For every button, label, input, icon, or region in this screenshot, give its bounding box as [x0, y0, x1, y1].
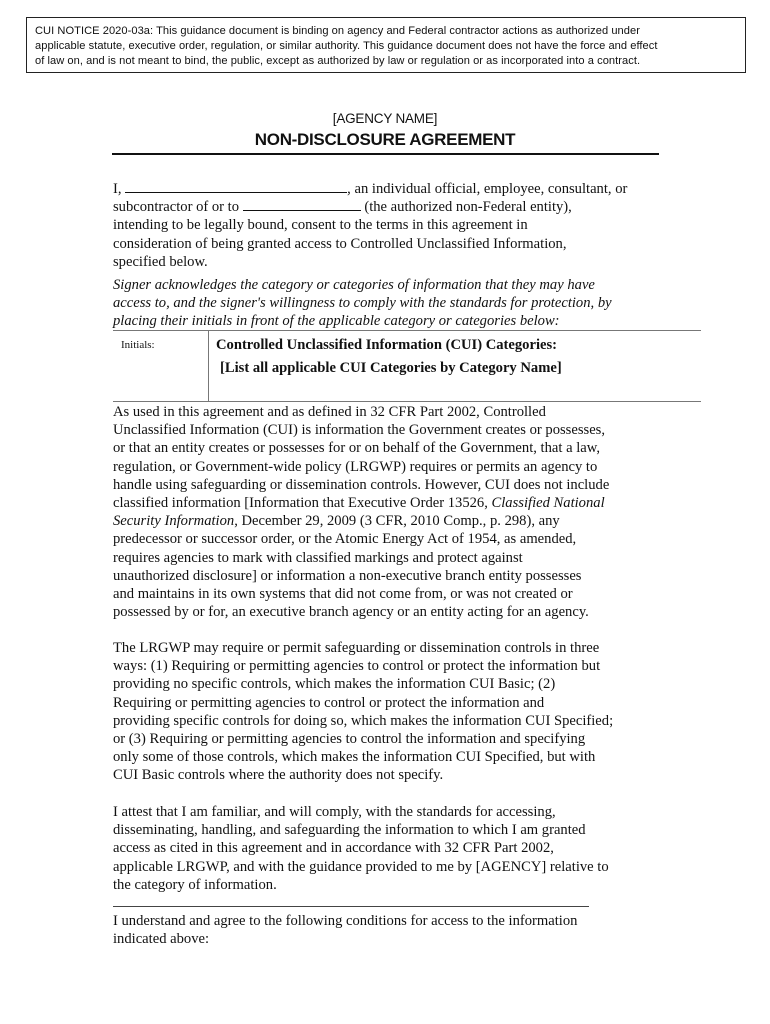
- cui-definition-paragraph: [113, 403, 673, 621]
- lrgwp-line: only some of those controls, which makes the information CUI Specified, but with: [113, 749, 596, 766]
- lrgwp-line: CUI Basic controls where the authority does not specify.: [113, 767, 444, 784]
- definition-text: , December 29, 2009 (3 CFR, 2010 Comp., p. 298), any: [234, 513, 560, 530]
- cui-categories-table: [113, 330, 701, 402]
- eo-title-italic: Classified National: [491, 495, 605, 512]
- definition-line: As used in this agreement and as defined in 32 CFR Part 2002, Controlled: [113, 404, 546, 420]
- initials-label: Initials:: [121, 339, 155, 351]
- definition-line: requires agencies to mark with classified markings and protect against: [113, 549, 523, 566]
- document-title: NON-DISCLOSURE AGREEMENT: [254, 130, 516, 149]
- definition-line: and maintains in its own systems that did not come from, or was not created or: [113, 586, 573, 603]
- cui-notice-line: applicable statute, executive order, regulation, or similar authority. This guidance document does not have the force and effect: [35, 40, 658, 52]
- definition-line: or that an entity creates or possesses for or on behalf of the Government, that a law,: [113, 440, 600, 457]
- intro-line-3: intending to be legally bound, consent to the terms in this agreement in: [113, 217, 528, 234]
- conditions-line: indicated above:: [113, 931, 210, 948]
- cui-notice-line: CUI NOTICE 2020-03a: This guidance document is binding on agency and Federal contractor actions as authorized under: [35, 25, 640, 37]
- attest-line: I attest that I am familiar, and will comply, with the standards for accessing,: [113, 804, 556, 820]
- cui-notice-line: of law on, and is not meant to bind, the public, except as authorized by law or regulation or as incorporated into a contract.: [35, 55, 641, 67]
- intro-line-1: [113, 180, 673, 198]
- definition-line: handle using safeguarding or dissemination controls. However, CUI does not include: [113, 476, 610, 493]
- lrgwp-line: or (3) Requiring or permitting agencies to control the information and specifying: [113, 731, 586, 748]
- attest-line: disseminating, handling, and safeguarding the information to which I am granted: [113, 822, 586, 839]
- eo-title-italic: Security Information: [113, 513, 235, 530]
- name-blank-field[interactable]: [125, 180, 347, 193]
- intro-paragraph: [113, 180, 673, 271]
- table-column-divider: [208, 331, 209, 401]
- definition-line: regulation, or Government-wide policy (LRGWP) requires or permits an agency to: [113, 458, 598, 475]
- attest-paragraph: [113, 803, 673, 894]
- ack-line-3: placing their initials in front of the applicable category or categories below:: [113, 313, 560, 330]
- attest-line: the category of information.: [113, 876, 277, 893]
- definition-line: possessed by or for, an executive branch agency or an entity acting for an agency.: [113, 604, 589, 621]
- attest-line: access as cited in this agreement and in accordance with 32 CFR Part 2002,: [113, 840, 554, 857]
- section-divider: [113, 906, 589, 907]
- entity-blank-field[interactable]: [243, 198, 361, 211]
- intro-line2-post: (the authorized non-Federal entity),: [360, 199, 572, 216]
- intro-line-2: [113, 198, 673, 216]
- intro-i-prefix: I,: [113, 181, 126, 197]
- intro-line-5: specified below.: [113, 253, 208, 270]
- intro-line2-pre: subcontractor of or to: [113, 199, 243, 216]
- definition-text: classified information [Information that Executive Order 13526,: [113, 495, 492, 512]
- definition-line: unauthorized disclosure] or information a non-executive branch entity possesses: [113, 567, 582, 584]
- definition-line: [113, 494, 673, 512]
- intro-line-4: consideration of being granted access to Controlled Unclassified Information,: [113, 235, 567, 252]
- definition-line: Unclassified Information (CUI) is information the Government creates or possesses,: [113, 422, 606, 439]
- cui-categories-placeholder: [List all applicable CUI Categories by Category Name]: [220, 360, 562, 376]
- cui-categories-heading: Controlled Unclassified Information (CUI) Categories:: [216, 337, 558, 353]
- lrgwp-line: providing no specific controls, which makes the information CUI Basic; (2): [113, 676, 556, 693]
- conditions-paragraph: [113, 912, 673, 948]
- lrgwp-line: Requiring or permitting agencies to control or protect the information and: [113, 694, 545, 711]
- definition-line: predecessor or successor order, or the Atomic Energy Act of 1954, as amended,: [113, 531, 577, 548]
- ack-line-1: Signer acknowledges the category or categories of information that they may have: [113, 277, 595, 293]
- lrgwp-line: ways: (1) Requiring or permitting agencies to control or protect the information but: [113, 658, 601, 675]
- attest-line: applicable LRGWP, and with the guidance provided to me by [AGENCY] relative to: [113, 858, 609, 875]
- agency-name: [AGENCY NAME]: [332, 111, 438, 126]
- conditions-line: I understand and agree to the following conditions for access to the information: [113, 913, 578, 929]
- cui-notice-box: [26, 17, 746, 73]
- title-divider: [112, 153, 659, 155]
- lrgwp-line: providing specific controls for doing so, which makes the information CUI Specified;: [113, 712, 614, 729]
- definition-line: [113, 512, 673, 530]
- ack-line-2: access to, and the signer's willingness to comply with the standards for protection, by: [113, 295, 612, 312]
- acknowledgement-paragraph: [113, 276, 673, 331]
- lrgwp-line: The LRGWP may require or permit safeguarding or dissemination controls in three: [113, 640, 600, 656]
- lrgwp-paragraph: [113, 639, 673, 785]
- intro-after-name: , an individual official, employee, consultant, or: [347, 181, 628, 197]
